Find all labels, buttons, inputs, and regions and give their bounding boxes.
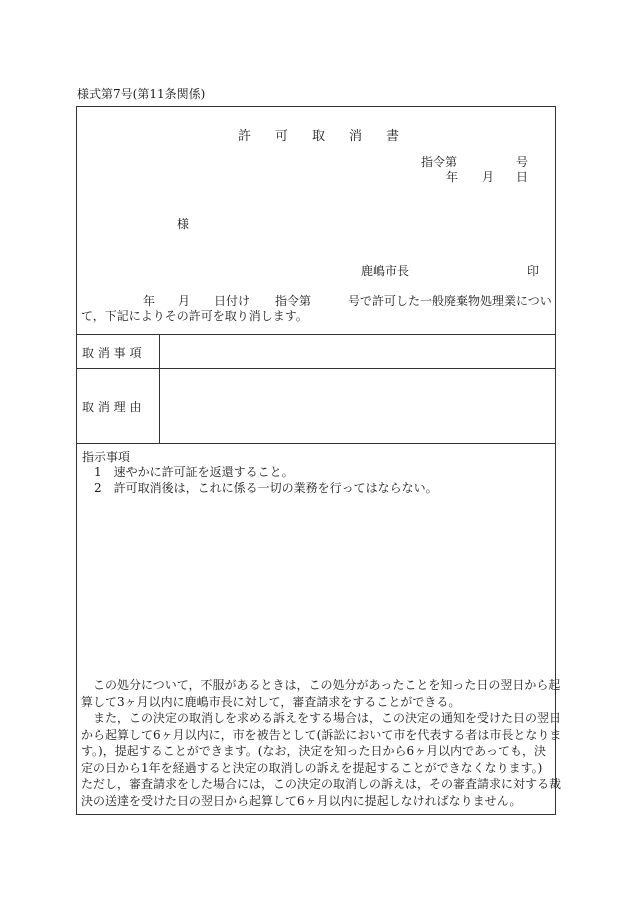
- form-number-label: 様式第7号(第11条関係): [77, 87, 206, 101]
- cancel-reason-label: 取 消 理 由: [82, 400, 142, 414]
- body-dated: 日付け: [214, 294, 251, 308]
- title-char: 可: [275, 129, 289, 144]
- notice-line: ただし，審査請求をした場合には，この決定の取消しの訴えは，その審査請求に対する裁: [81, 777, 562, 791]
- table-bottom-rule: [76, 443, 556, 444]
- table-top-rule: [76, 334, 556, 335]
- appeal-notice: [81, 677, 561, 809]
- notice-line: この処分について，不服があるときは，この処分があったことを知った日の翌日から起: [81, 678, 561, 692]
- body-month: 月: [178, 294, 191, 308]
- instruction-item: 2 許可取消後は，これに係る一切の業務を行ってはならない。: [94, 481, 438, 495]
- table-mid-rule: [76, 368, 556, 369]
- notice-line: 決の送達を受けた日の翌日から起算して6ヶ月以内に提起しなければなりません。: [81, 793, 522, 808]
- notice-line: 定の日から1年を経過すると決定の取消しの訴えを提起することができなくなります。): [81, 760, 543, 775]
- notice-line: 算して3ヶ月以内に鹿嶋市長に対して，審査請求をすることができる。: [81, 694, 461, 709]
- body-text-line2: て，下記によりその許可を取り消します。: [81, 309, 308, 323]
- date-year: 年: [446, 170, 459, 184]
- body-text-line1: 号で許可した一般廃棄物処理業につい: [348, 294, 552, 308]
- body-year: 年: [143, 294, 156, 308]
- date-month: 月: [482, 170, 495, 184]
- notice-line: から起算して6ヶ月以内に，市を被告として(訴訟において市を代表する者は市長となりま: [81, 727, 562, 742]
- addressee-honorific: 様: [177, 217, 190, 231]
- body-order-prefix: 指令第: [275, 294, 312, 308]
- order-number-prefix: 指令第: [421, 155, 458, 169]
- issuer-name: 鹿嶋市長: [361, 264, 410, 278]
- instruction-item: 1 速やかに許可証を返還すること。: [94, 465, 294, 479]
- notice-line: また，この決定の取消しを求める訴えをする場合は，この決定の通知を受けた日の翌日: [81, 711, 562, 725]
- title-char: 許: [238, 129, 252, 144]
- title-char: 取: [312, 129, 326, 144]
- title-char: 消: [349, 129, 363, 144]
- table-column-divider: [159, 334, 160, 443]
- cancel-item-label: 取 消 事 項: [82, 346, 142, 360]
- title-char: 書: [386, 129, 400, 144]
- instructions-heading: 指示事項: [82, 450, 131, 464]
- date-day: 日: [516, 170, 529, 184]
- seal-mark: 印: [527, 264, 540, 278]
- notice-line: す。)，提起することができます。(なお，決定を知った日から6ヶ月以内であっても，決: [81, 744, 546, 758]
- document-title: [238, 125, 423, 144]
- order-number-suffix: 号: [516, 155, 529, 169]
